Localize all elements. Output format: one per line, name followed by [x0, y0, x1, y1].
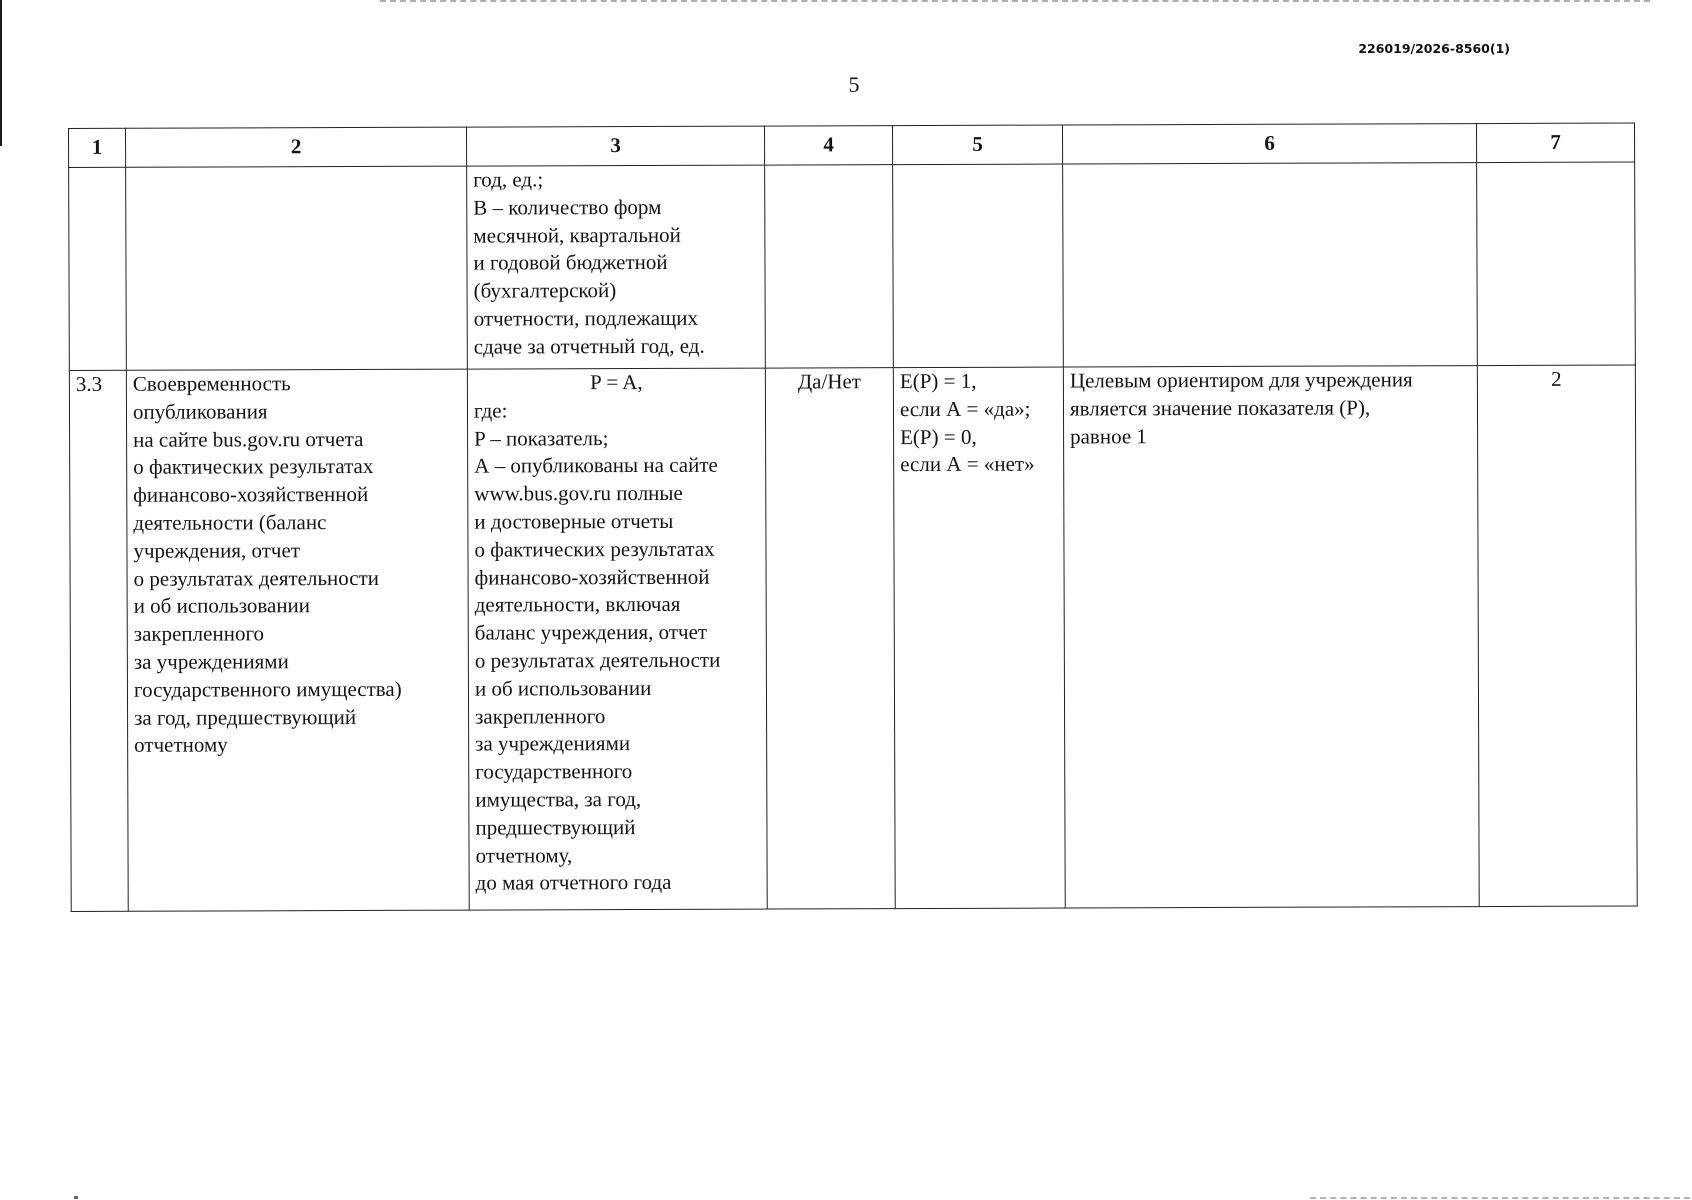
table-row [69, 365, 1637, 911]
cell-weight: 2 [1477, 365, 1637, 907]
scan-artifact-top [380, 0, 1650, 3]
column-header: 1 [69, 128, 126, 167]
text-line: отчетному, [475, 842, 573, 868]
table-row [69, 162, 1636, 370]
scan-edge [0, 0, 2, 146]
text-line: деятельности, включая [474, 592, 681, 617]
cell-number [69, 167, 127, 370]
document-number: 226019/2026-8560(1) [1358, 41, 1510, 56]
text-line: о результатах деятельности [474, 647, 721, 673]
text-line: месячной, квартальной [473, 222, 681, 248]
cell-indicator-name [126, 369, 469, 911]
text-line: и достоверные отчеты [474, 508, 674, 534]
text-line: за учреждениями [133, 649, 289, 674]
indicators-table [68, 123, 1638, 912]
cell-unit: Да/Нет [765, 368, 895, 909]
text-line: год, ед.; [473, 167, 544, 192]
text-line: на сайте bus.gov.ru отчета [133, 426, 364, 452]
cell-target [1063, 366, 1479, 908]
text-line: и об использовании [133, 593, 311, 619]
text-line: о фактических результатах [133, 454, 374, 480]
text-line: (бухгалтерской) [473, 278, 617, 303]
column-header: 7 [1476, 123, 1634, 163]
text-line: если А = «нет» [900, 452, 1035, 477]
text-line: государственного имущества) [133, 676, 402, 702]
text-line: равное 1 [1070, 423, 1147, 449]
text-line: деятельности (баланс [133, 510, 327, 535]
cell-number: 3.3 [69, 370, 128, 911]
cell-unit [765, 165, 894, 368]
text-line: отчетному [134, 732, 228, 758]
text-line: о результатах деятельности [133, 565, 380, 591]
formula-expression: P = A, [590, 369, 643, 395]
cell-formula [467, 368, 767, 910]
text-line: www.bus.gov.ru полные [474, 481, 683, 506]
cell-indicator-name [126, 166, 468, 370]
text-line: E(P) = 1, [899, 368, 977, 394]
text-line: о фактических результатах [474, 536, 715, 562]
column-header: 6 [1062, 124, 1476, 164]
text-line: Своевременность [132, 371, 291, 396]
column-header: 5 [892, 125, 1062, 165]
text-line: за учреждениями [475, 731, 631, 756]
scan-speck [74, 1196, 78, 1199]
text-line: учреждения, отчет [133, 537, 301, 563]
text-line: Целевым ориентиром для учреждения [1069, 367, 1413, 393]
text-line: за год, предшествующий [134, 704, 357, 730]
cell-formula [467, 165, 766, 369]
text-line: опубликования [132, 399, 268, 424]
cell-values [893, 367, 1065, 909]
text-line: отчетности, подлежащих [473, 305, 699, 331]
text-line: закрепленного [475, 703, 606, 729]
column-header: 2 [126, 127, 467, 167]
text-line: предшествующий [475, 814, 636, 840]
cell-weight [1477, 162, 1636, 366]
column-header: 3 [466, 126, 764, 166]
table-header-row [69, 123, 1635, 167]
text-line: и об использовании [474, 675, 652, 701]
text-line: финансово-хозяйственной [474, 564, 710, 590]
column-header: 4 [764, 126, 892, 165]
cell-target [1063, 163, 1478, 367]
text-line: где: [473, 398, 508, 423]
text-line: E(P) = 0, [900, 424, 977, 449]
text-line: финансово-хозяйственной [133, 482, 369, 507]
text-line: сдаче за отчетный год, ед. [473, 333, 705, 359]
text-line: P – показатель; [474, 425, 609, 451]
cell-values [893, 164, 1064, 368]
text-line: закрепленного [133, 621, 265, 646]
text-line: государственного [475, 759, 633, 784]
text-line: если А = «да»; [899, 396, 1031, 421]
page-number: 5 [848, 72, 860, 97]
text-line: баланс учреждения, отчет [474, 619, 708, 645]
text-line: В – количество форм [473, 194, 662, 220]
text-line: А – опубликованы на сайте [474, 453, 718, 478]
text-line: является значение показателя (P), [1069, 395, 1371, 421]
text-line: до мая отчетного года [475, 870, 672, 895]
text-line: имущества, за год, [475, 786, 642, 812]
text-line: и годовой бюджетной [473, 250, 668, 275]
